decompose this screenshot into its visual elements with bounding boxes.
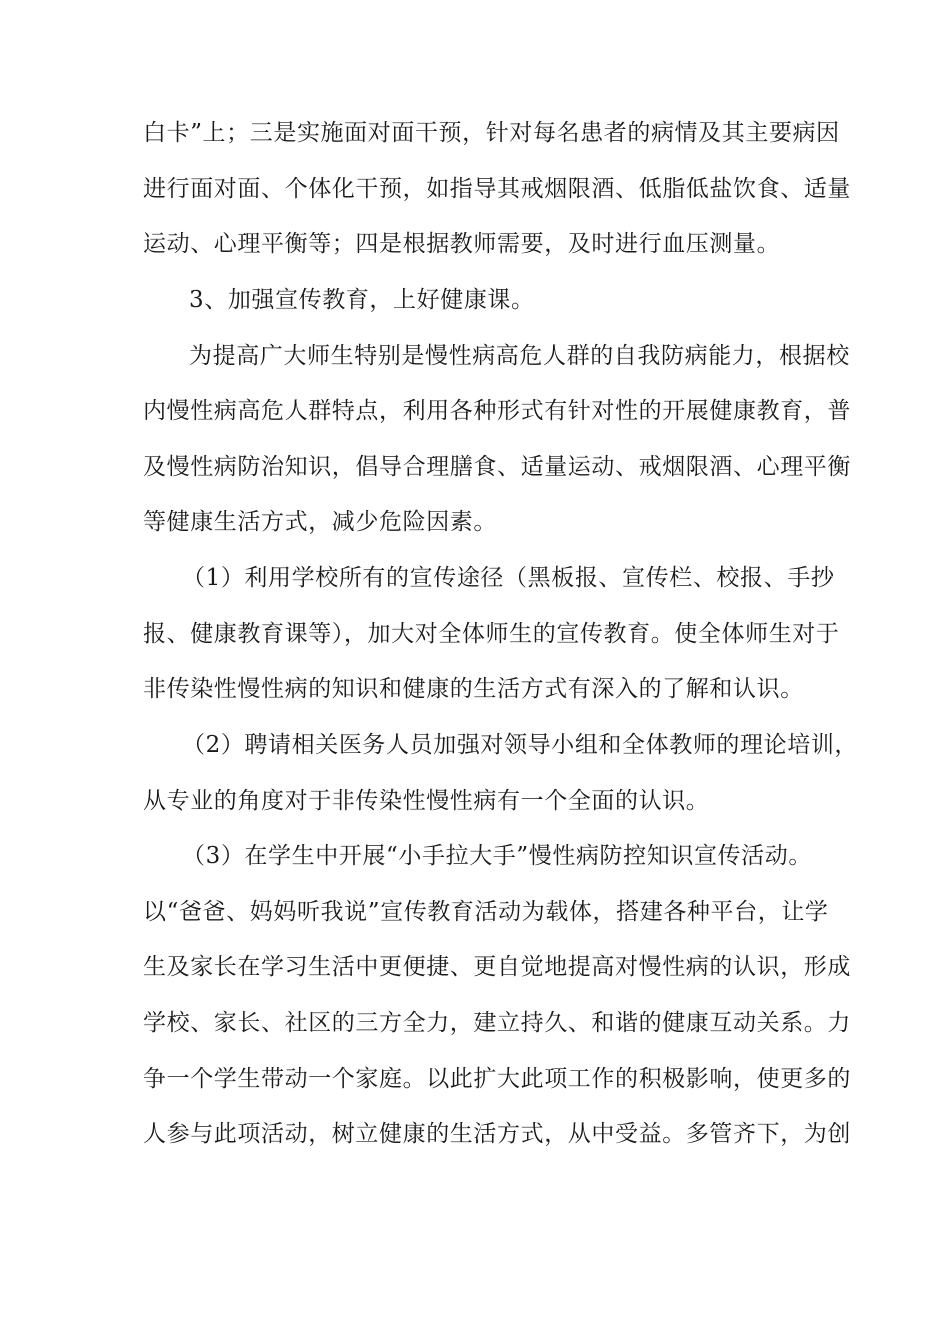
text-line: 内慢性病高危人群特点，利用各种形式有针对性的开展健康教育，普 bbox=[143, 398, 851, 424]
text-line: 为提高广大师生特别是慢性病高危人群的自我防病能力，根据校 bbox=[189, 343, 850, 369]
text-line: （2）聘请相关医务人员加强对领导小组和全体教师的理论培训， bbox=[182, 732, 859, 758]
section-heading: 3、加强宣传教育，上好健康课。 bbox=[189, 287, 535, 313]
text-line: （3）在学生中开展“小手拉大手”慢性病防控知识宣传活动。 bbox=[182, 843, 812, 869]
text-line: 人参与此项活动，树立健康的生活方式，从中受益。多管齐下，为创 bbox=[143, 1121, 851, 1147]
text-line: 等健康生活方式，减少危险因素。 bbox=[143, 509, 497, 535]
text-line: 争一个学生带动一个家庭。以此扩大此项工作的积极影响，使更多的 bbox=[143, 1066, 851, 1092]
text-line: 以“爸爸、妈妈听我说”宣传教育活动为载体，搭建各种平台，让学 bbox=[143, 899, 829, 925]
text-line: 报、健康教育课等），加大对全体师生的宣传教育。使全体师生对于 bbox=[143, 621, 840, 647]
text-line: 进行面对面、个体化干预，如指导其戒烟限酒、低脂低盐饮食、适量 bbox=[143, 176, 851, 202]
text-line: 运动、心理平衡等；四是根据教师需要，及时进行血压测量。 bbox=[143, 231, 781, 257]
text-line: 从专业的角度对于非传染性慢性病有一个全面的认识。 bbox=[143, 788, 710, 814]
text-line: 学校、家长、社区的三方全力，建立持久、和谐的健康互动关系。力 bbox=[143, 1010, 851, 1036]
text-line: 生及家长在学习生活中更便捷、更自觉地提高对慢性病的认识，形成 bbox=[143, 954, 851, 980]
text-line: 及慢性病防治知识，倡导合理膳食、适量运动、戒烟限酒、心理平衡 bbox=[143, 454, 851, 480]
text-line: （1）利用学校所有的宣传途径（黑板报、宣传栏、校报、手抄 bbox=[182, 565, 835, 591]
text-line: 非传染性慢性病的知识和健康的生活方式有深入的了解和认识。 bbox=[143, 676, 804, 702]
text-line: 白卡”上；三是实施面对面干预，针对每名患者的病情及其主要病因 bbox=[143, 120, 840, 146]
